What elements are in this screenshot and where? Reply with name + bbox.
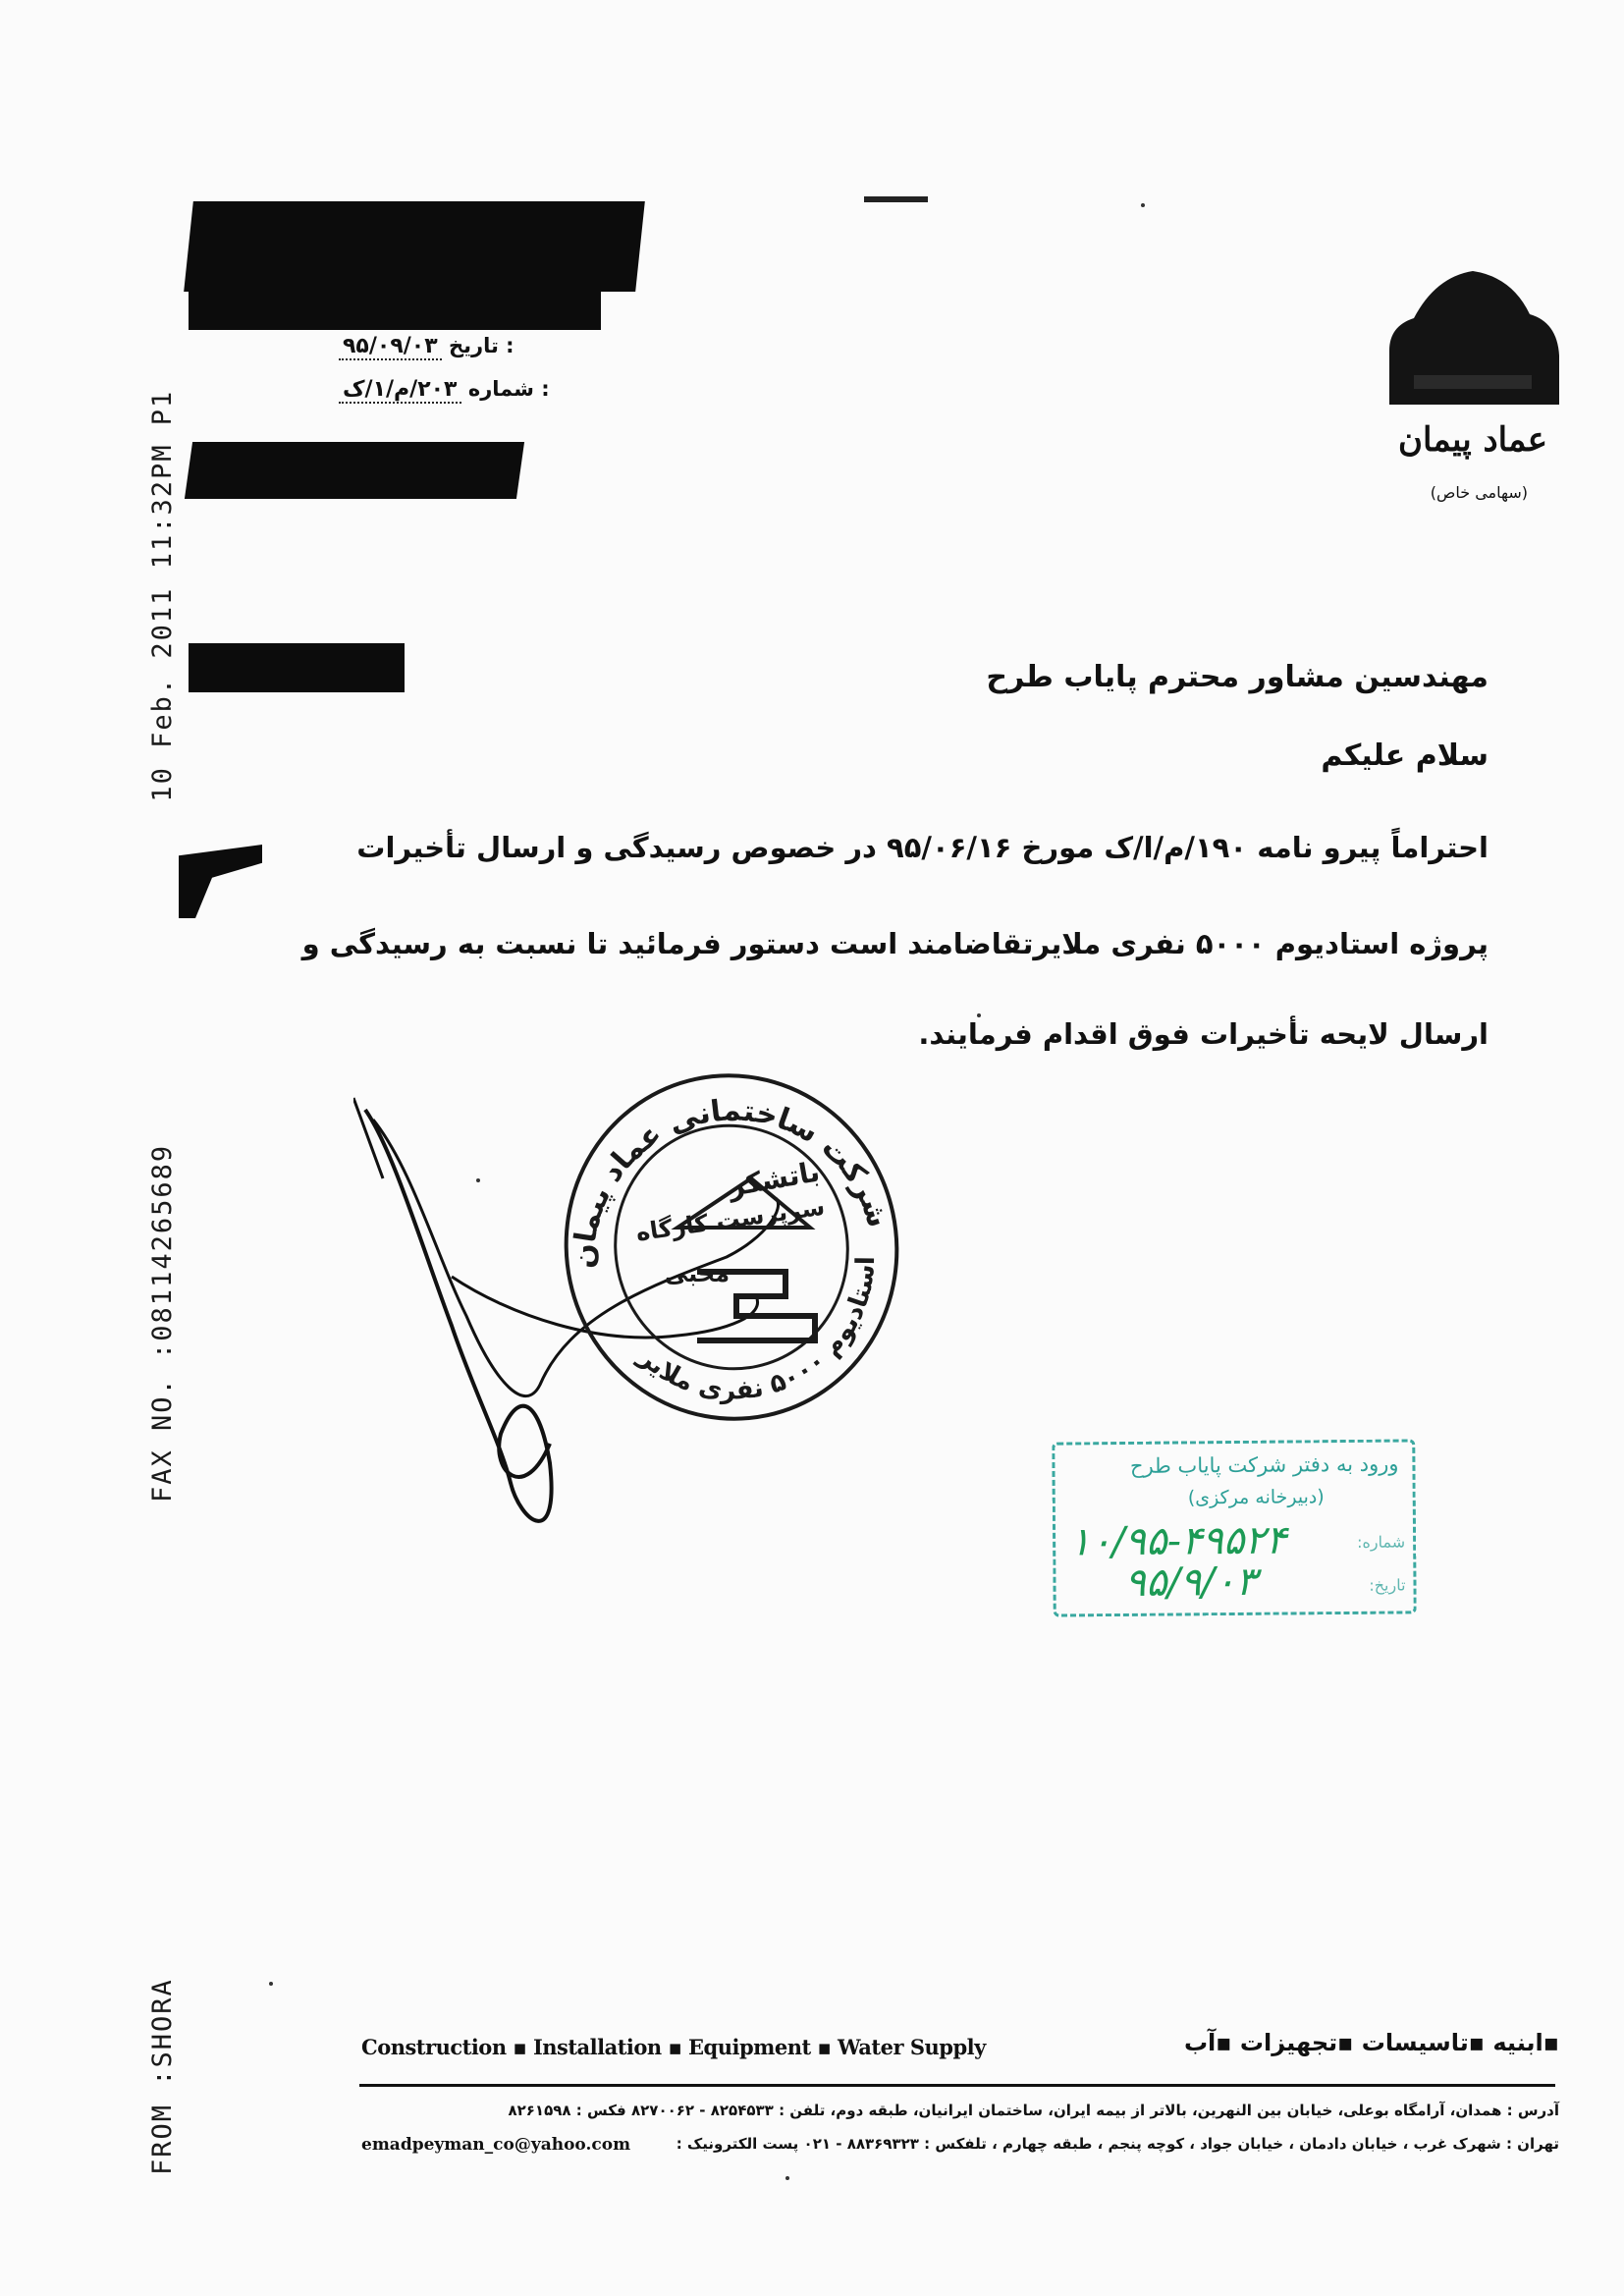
- fax-header-strip: [147, 373, 206, 1503]
- fax-number: FAX NO. :08114265689: [147, 1143, 178, 1503]
- seal-supervisor: سرپرست کارگاه: [633, 1192, 827, 1247]
- company-subtitle: (سهامی خاص): [1430, 483, 1528, 502]
- company-name: عماد پیمان: [1398, 420, 1547, 460]
- scan-speck: [977, 1013, 981, 1017]
- stamp-subtitle: (دبیرخانه مرکزی): [1187, 1486, 1325, 1509]
- redaction-bar: [179, 845, 262, 918]
- redaction-bar: [864, 196, 928, 202]
- number-label: : شماره: [467, 377, 550, 401]
- scan-speck: [785, 2176, 789, 2180]
- greeting: سلام علیکم: [1321, 738, 1489, 773]
- seal-thanks: باتشکر: [726, 1155, 823, 1204]
- stamp-title: ورود به دفتر شرکت پایاب طرح: [1129, 1451, 1399, 1478]
- redaction-bar: [189, 291, 601, 330]
- letter-number: [339, 377, 550, 402]
- stamp-date-label: تاریخ:: [1369, 1575, 1406, 1595]
- footer-services-en: Construction ▪ Installation ▪ Equipment ▪ Water Supply: [361, 2035, 986, 2059]
- date-label: : تاریخ: [448, 334, 514, 357]
- date-value: ۹۵/۰۹/۰۳: [339, 334, 442, 360]
- seal-bottom-text: استادیوم ۵۰۰۰ نفری ملایر: [632, 1256, 882, 1406]
- letter-date: [339, 334, 514, 358]
- seal-outer-text: شرکت ساختمانی عماد پیمان: [567, 1093, 895, 1270]
- footer-address-tehran: تهران : شهرک غرب ، خیابان دادمان ، خیابان جواد ، کوچه پنجم ، طبقه چهارم ، تلفکس : ۸۸۳۶۹۳۲۳ - ۰۲۱ پست الکترونیک :: [676, 2135, 1559, 2153]
- footer-services-fa: ▪ابنیه ▪تاسیسات ▪تجهیزات ▪آب: [1183, 2029, 1559, 2056]
- redaction-bar: [189, 643, 405, 692]
- seal-name: محبی: [664, 1260, 731, 1287]
- addressee: مهندسین مشاور محترم پایاب طرح: [986, 660, 1489, 694]
- footer-address-hamedan: آدرس : همدان، آرامگاه بوعلی، خیابان بین النهرین، بالاتر از بیمه ایران، ساختمان ایرانیان، طبقه دوم، تلفن : ۸۲۵۴۵۳۳ - ۸۲۷۰۰۶۲ فکس : ۸۲۶۱۵۹۸: [508, 2102, 1559, 2119]
- body-line-1: احتراماً پیرو نامه ۱۹۰/م/ا/ک مورخ ۹۵/۰۶/۱۶ در خصوص رسیدگی و ارسال تأخیرات: [356, 831, 1489, 864]
- stamp-number-label: شماره:: [1357, 1532, 1406, 1552]
- fax-date-time: 10 Feb. 2011 11:32PM P1: [147, 389, 178, 802]
- scan-speck: [1141, 203, 1145, 207]
- body-line-2: پروژه استادیوم ۵۰۰۰ نفری ملایرتقاضامند است دستور فرمائید تا نسبت به رسیدگی و: [301, 927, 1489, 960]
- body-line-3: ارسال لایحه تأخیرات فوق اقدام فرمایند.: [918, 1017, 1489, 1051]
- footer-divider: [359, 2084, 1555, 2087]
- registration-stamp: [1052, 1439, 1417, 1616]
- footer-email: emadpeyman_co@yahoo.com: [361, 2135, 631, 2155]
- company-logo-icon: [1375, 257, 1571, 414]
- redaction-bar: [184, 201, 645, 292]
- number-value: ۲۰۳/م/۱/ک: [339, 377, 461, 404]
- fax-from: FROM :SHORA: [147, 1978, 178, 2175]
- company-seal-icon: [550, 1061, 913, 1434]
- scan-speck: [269, 1982, 273, 1986]
- scan-speck: [476, 1178, 480, 1182]
- stamp-date-value: ۹۵/۹/۰۳: [1124, 1558, 1258, 1606]
- redaction-bar: [185, 442, 524, 499]
- stamp-number-value: ۱۰/۹۵-۴۹۵۲۴: [1068, 1517, 1287, 1565]
